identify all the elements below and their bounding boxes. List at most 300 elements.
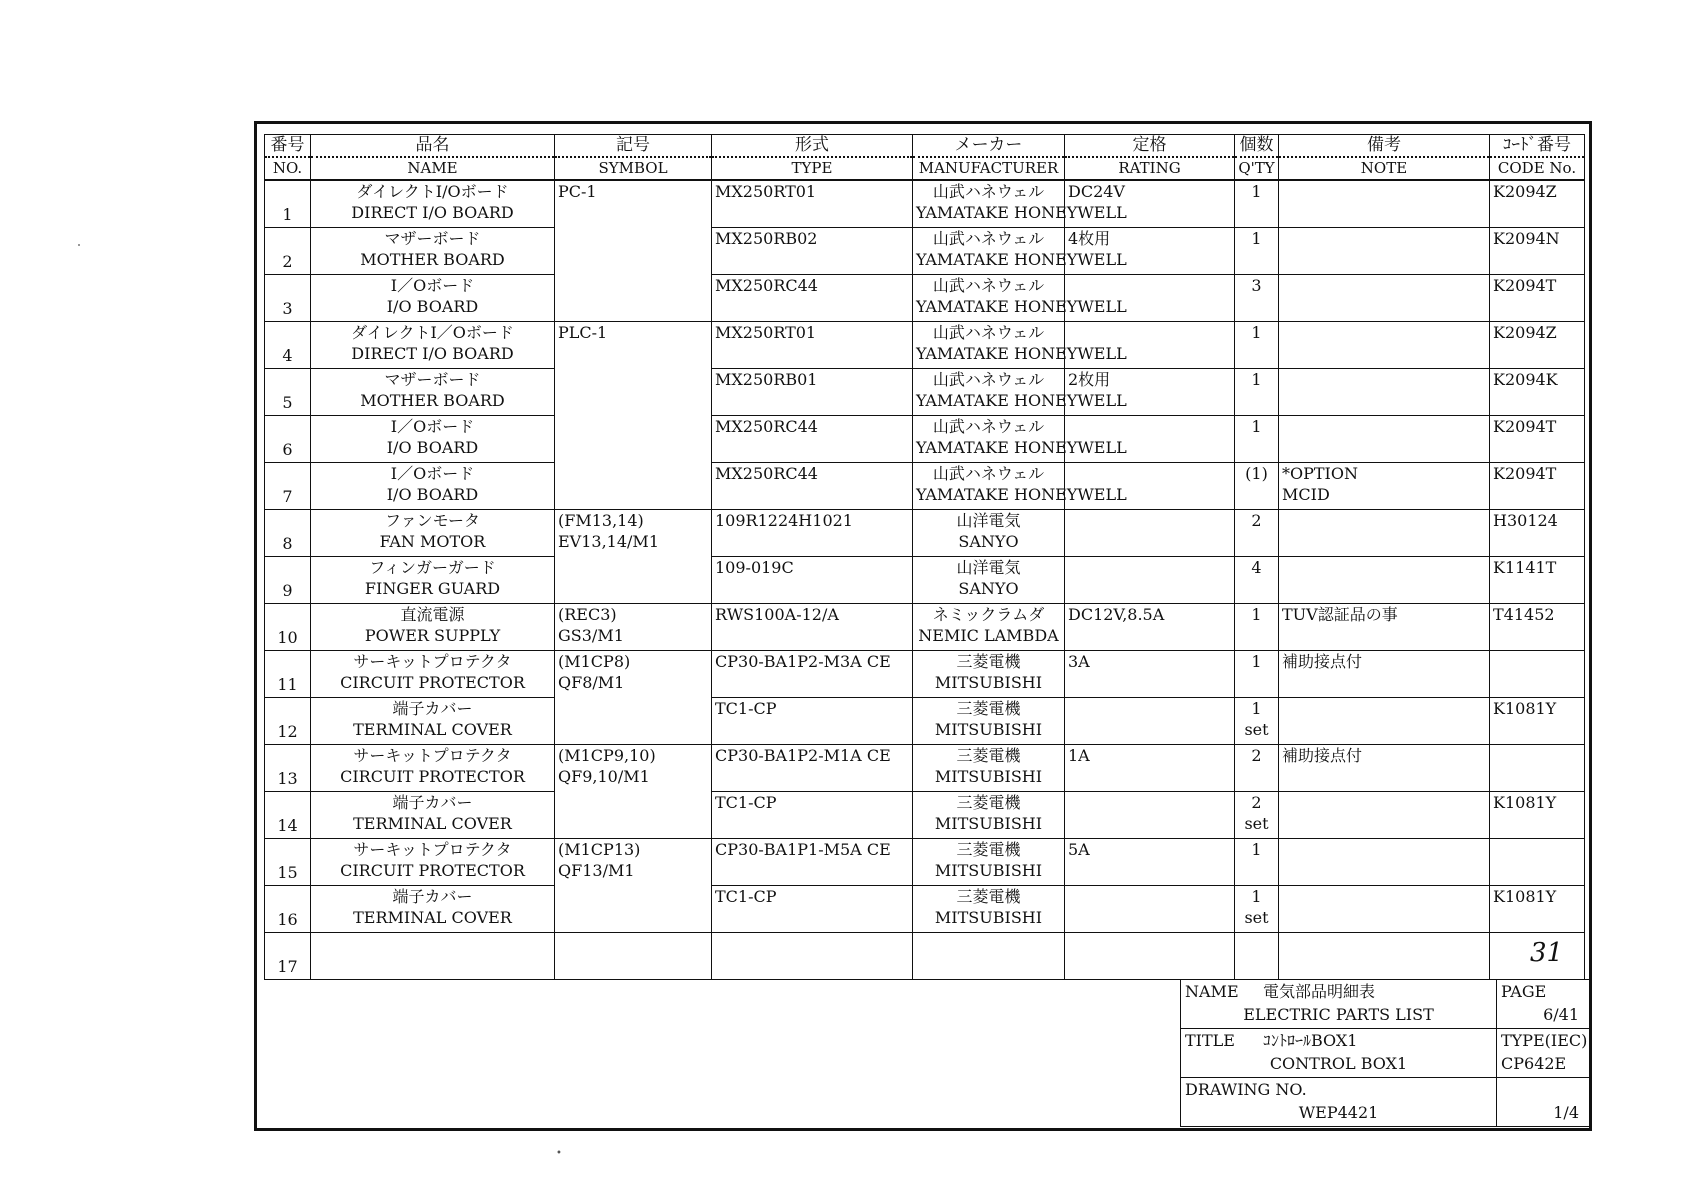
row-number-text: 5 — [282, 393, 293, 412]
part-name — [311, 651, 555, 698]
part-symbol — [555, 651, 712, 698]
part-name-text: サーキットプロテクタ — [353, 652, 512, 671]
part-rating-text: DC12V,8.5A — [1068, 605, 1165, 624]
part-qty-text: 2 — [1251, 793, 1262, 812]
part-symbol-text: QF13/M1 — [558, 861, 635, 880]
scan-speck — [78, 244, 80, 246]
part-manufacturer-text: 山洋電気 — [956, 511, 1021, 530]
header-code: ｺｰﾄﾞ番号 CODE No. — [1490, 135, 1585, 181]
part-manufacturer-text: MITSUBISHI — [934, 673, 1043, 692]
drawing-cell — [1181, 1078, 1497, 1127]
table-row — [265, 886, 1585, 933]
part-qty-text: 1 — [1251, 229, 1262, 248]
part-code-text: K2094Z — [1493, 182, 1557, 201]
part-qty-text: 4 — [1251, 558, 1262, 577]
row-number — [265, 651, 311, 698]
part-name — [311, 557, 555, 604]
part-type-text: RWS100A-12/A — [715, 605, 839, 624]
doc-name-en: ELECTRIC PARTS LIST — [1243, 1005, 1434, 1024]
part-manufacturer-text: 山洋電気 — [956, 558, 1021, 577]
part-qty-text: set — [1244, 814, 1269, 833]
part-manufacturer-text: YAMATAKE HONEYWELL — [916, 344, 1127, 363]
part-name-text: FINGER GUARD — [364, 579, 501, 598]
row-number-text: 8 — [282, 534, 293, 553]
row-number — [265, 510, 311, 557]
table-row — [265, 180, 1585, 228]
part-type — [712, 886, 913, 933]
part-rating-text: 4枚用 — [1068, 229, 1111, 248]
part-name-text: I／Oボード — [390, 464, 475, 483]
part-manufacturer-text: 山武ハネウェル — [932, 464, 1045, 483]
part-rating — [1065, 557, 1235, 604]
part-manufacturer — [913, 322, 1127, 369]
header-symbol: 記号 SYMBOL — [555, 135, 712, 181]
part-manufacturer — [913, 463, 1127, 510]
part-symbol-text: PC-1 — [558, 182, 597, 201]
part-type — [712, 651, 913, 698]
page-label: PAGE — [1501, 982, 1547, 1001]
part-name-text: I/O BOARD — [386, 297, 479, 316]
row-number — [265, 933, 311, 980]
part-rating-text: 3A — [1068, 652, 1090, 671]
part-symbol — [555, 933, 712, 980]
row-number-text: 6 — [282, 440, 293, 459]
title-cell — [1181, 1029, 1497, 1078]
header-rating: 定格 RATING — [1065, 135, 1235, 181]
part-type — [712, 792, 913, 839]
part-note — [1279, 322, 1490, 369]
part-qty — [1235, 416, 1279, 463]
part-rating-text: 2枚用 — [1068, 370, 1111, 389]
part-name-text: DIRECT I/O BOARD — [351, 203, 514, 222]
part-name-text: POWER SUPPLY — [364, 626, 501, 645]
part-manufacturer — [913, 416, 1127, 463]
part-symbol — [555, 510, 712, 557]
part-code-text: K2094Z — [1493, 323, 1557, 342]
part-qty — [1235, 651, 1279, 698]
row-number — [265, 745, 311, 792]
part-qty-text: 2 — [1251, 746, 1262, 765]
part-symbol-text: QF8/M1 — [558, 673, 625, 692]
part-code-text: K2094K — [1493, 370, 1558, 389]
part-qty — [1235, 557, 1279, 604]
table-row — [265, 416, 1585, 463]
part-manufacturer-text: MITSUBISHI — [934, 720, 1043, 739]
part-code — [1490, 180, 1585, 228]
part-manufacturer-text: NEMIC LAMBDA — [918, 626, 1059, 645]
part-code — [1490, 369, 1585, 416]
part-rating — [1065, 886, 1235, 933]
part-rating-text: 5A — [1068, 840, 1090, 859]
part-name-text: I／Oボード — [390, 417, 475, 436]
part-note — [1279, 698, 1490, 745]
part-note — [1279, 839, 1490, 886]
part-name — [311, 180, 555, 228]
part-type — [712, 557, 913, 604]
part-qty — [1235, 275, 1279, 322]
part-rating — [1065, 792, 1235, 839]
part-name-text: FAN MOTOR — [379, 532, 486, 551]
part-note-text: MCID — [1282, 485, 1330, 504]
part-type-text: MX250RT01 — [715, 323, 817, 342]
part-note — [1279, 557, 1490, 604]
part-manufacturer-text: 山武ハネウェル — [932, 323, 1045, 342]
part-type-text: MX250RC44 — [715, 417, 818, 436]
part-name — [311, 698, 555, 745]
row-number — [265, 886, 311, 933]
part-rating-text: DC24V — [1068, 182, 1125, 201]
part-manufacturer-text: YAMATAKE HONEYWELL — [916, 485, 1127, 504]
part-name — [311, 933, 555, 980]
part-symbol — [555, 792, 712, 839]
part-name-text: 端子カバー — [392, 887, 473, 906]
row-number-text: 16 — [277, 910, 298, 929]
header-note: 備考 NOTE — [1279, 135, 1490, 181]
part-code — [1490, 228, 1585, 275]
row-number-text: 15 — [277, 863, 298, 882]
table-row — [265, 839, 1585, 886]
scan-smudge: • — [556, 1148, 562, 1159]
part-manufacturer — [913, 745, 1065, 792]
part-qty-text: 1 — [1251, 605, 1262, 624]
row-number — [265, 369, 311, 416]
part-name — [311, 463, 555, 510]
part-qty-text: 1 — [1251, 323, 1262, 342]
part-name-text: CIRCUIT PROTECTOR — [340, 861, 525, 880]
part-type — [712, 463, 913, 510]
part-name — [311, 604, 555, 651]
part-name-text: CIRCUIT PROTECTOR — [340, 767, 525, 786]
part-qty — [1235, 839, 1279, 886]
part-code-text: K1081Y — [1493, 699, 1557, 718]
part-name-text: サーキットプロテクタ — [353, 746, 512, 765]
header-type: 形式 TYPE — [712, 135, 913, 181]
part-code-text: K2094T — [1493, 417, 1557, 436]
part-note — [1279, 604, 1490, 651]
row-number-text: 10 — [277, 628, 298, 647]
part-qty — [1235, 792, 1279, 839]
table-row — [265, 557, 1585, 604]
part-manufacturer-text: 三菱電機 — [956, 746, 1021, 765]
part-name-text: MOTHER BOARD — [360, 250, 505, 269]
part-name-text: TERMINAL COVER — [353, 814, 512, 833]
part-name-text: DIRECT I/O BOARD — [351, 344, 514, 363]
part-type — [712, 322, 913, 369]
name-label: NAME — [1185, 982, 1239, 1001]
part-manufacturer-text: MITSUBISHI — [934, 814, 1043, 833]
part-manufacturer-text: ネミックラムダ — [932, 605, 1045, 624]
part-qty-text: (1) — [1245, 464, 1268, 483]
part-type-text: 109R1224H1021 — [715, 511, 853, 530]
part-symbol-text: (REC3) — [558, 605, 617, 624]
part-symbol-text: EV13,14/M1 — [558, 532, 659, 551]
part-name-text: MOTHER BOARD — [360, 391, 505, 410]
part-note — [1279, 745, 1490, 792]
part-manufacturer — [913, 886, 1065, 933]
part-qty-text: 3 — [1251, 276, 1262, 295]
part-name-text: 直流電源 — [400, 605, 465, 624]
part-name-text: ダイレクトI/Oボード — [356, 182, 509, 201]
row-number-text: 14 — [277, 816, 298, 835]
part-note — [1279, 463, 1490, 510]
part-rating — [1065, 651, 1235, 698]
part-note — [1279, 416, 1490, 463]
part-qty — [1235, 180, 1279, 228]
part-rating — [1065, 604, 1235, 651]
part-manufacturer-text: YAMATAKE HONEYWELL — [916, 203, 1127, 222]
header-no: 番号 NO. — [265, 135, 311, 181]
part-name-text: ダイレクトI／Oボード — [351, 323, 514, 342]
drawing-label: DRAWING NO. — [1185, 1080, 1307, 1099]
part-qty — [1235, 322, 1279, 369]
part-qty-text: 1 — [1251, 699, 1262, 718]
part-code — [1490, 839, 1585, 886]
part-manufacturer — [913, 933, 1065, 980]
part-qty-text: 1 — [1251, 417, 1262, 436]
part-note — [1279, 275, 1490, 322]
part-code — [1490, 416, 1585, 463]
row-number-text: 4 — [282, 346, 293, 365]
part-note — [1279, 886, 1490, 933]
part-type — [712, 275, 913, 322]
part-symbol-text: PLC-1 — [558, 323, 608, 342]
part-manufacturer-text: YAMATAKE HONEYWELL — [916, 250, 1127, 269]
part-note — [1279, 228, 1490, 275]
row-number — [265, 792, 311, 839]
title-block — [1180, 979, 1592, 1127]
part-code — [1490, 745, 1585, 792]
part-symbol — [555, 745, 712, 792]
table-row — [265, 369, 1585, 416]
part-note-text: 補助接点付 — [1282, 746, 1363, 765]
part-code — [1490, 651, 1585, 698]
part-code-text: T41452 — [1493, 605, 1555, 624]
part-rating — [1065, 839, 1235, 886]
part-manufacturer-text: 三菱電機 — [956, 840, 1021, 859]
row-number — [265, 416, 311, 463]
table-row — [265, 745, 1585, 792]
part-type-text: TC1-CP — [715, 793, 777, 812]
type-value: CP642E — [1501, 1054, 1567, 1073]
part-rating — [1065, 510, 1235, 557]
part-name — [311, 745, 555, 792]
part-type-text: MX250RB02 — [715, 229, 818, 248]
row-number-text: 11 — [277, 675, 298, 694]
row-number-text: 1 — [282, 205, 293, 224]
part-name-text: ファンモータ — [384, 511, 481, 530]
part-symbol — [555, 604, 712, 651]
part-rating — [1065, 933, 1235, 980]
part-qty-text: set — [1244, 908, 1269, 927]
row-number-text: 9 — [282, 581, 293, 600]
sheet-cell — [1497, 1078, 1592, 1127]
part-manufacturer — [913, 698, 1065, 745]
doc-name-jp: 電気部品明細表 — [1263, 982, 1376, 1001]
part-symbol — [555, 698, 712, 745]
row-number — [265, 557, 311, 604]
header-qty: 個数 Q'TY — [1235, 135, 1279, 181]
part-qty — [1235, 745, 1279, 792]
row-number-text: 13 — [277, 769, 298, 788]
part-name-text: マザーボード — [384, 229, 481, 248]
part-symbol — [555, 275, 712, 322]
table-row — [265, 228, 1585, 275]
part-manufacturer — [913, 557, 1065, 604]
part-qty — [1235, 933, 1279, 980]
part-note-text: TUV認証品の事 — [1282, 605, 1398, 624]
part-name-text: I/O BOARD — [386, 485, 479, 504]
row-number — [265, 604, 311, 651]
part-name-text: 端子カバー — [392, 793, 473, 812]
part-manufacturer-text: 山武ハネウェル — [932, 417, 1045, 436]
part-symbol — [555, 557, 712, 604]
part-code — [1490, 792, 1585, 839]
type-cell — [1497, 1029, 1592, 1078]
table-row — [265, 275, 1585, 322]
name-cell — [1181, 980, 1497, 1029]
part-symbol — [555, 416, 712, 463]
page-cell — [1497, 980, 1592, 1029]
part-code — [1490, 510, 1585, 557]
table-row — [265, 933, 1585, 980]
part-note — [1279, 651, 1490, 698]
part-code — [1490, 604, 1585, 651]
part-note — [1279, 792, 1490, 839]
part-qty-text: 1 — [1251, 840, 1262, 859]
part-qty — [1235, 369, 1279, 416]
row-number-text: 12 — [277, 722, 298, 741]
part-name-text: マザーボード — [384, 370, 481, 389]
part-manufacturer-text: MITSUBISHI — [934, 908, 1043, 927]
part-code — [1490, 698, 1585, 745]
table-row — [265, 322, 1585, 369]
part-name — [311, 369, 555, 416]
part-symbol-text: (M1CP13) — [558, 840, 641, 859]
part-symbol-text: QF9,10/M1 — [558, 767, 650, 786]
part-name-text: サーキットプロテクタ — [353, 840, 512, 859]
doc-title-jp: ｺﾝﾄﾛｰﾙBOX1 — [1263, 1031, 1358, 1050]
part-manufacturer — [913, 275, 1127, 322]
part-manufacturer-text: YAMATAKE HONEYWELL — [916, 297, 1127, 316]
part-code-text: K2094T — [1493, 464, 1557, 483]
part-symbol — [555, 180, 712, 228]
part-manufacturer-text: YAMATAKE HONEYWELL — [916, 438, 1127, 457]
part-code-text: K1081Y — [1493, 887, 1557, 906]
part-type-text: MX250RC44 — [715, 276, 818, 295]
part-qty-text: 1 — [1251, 182, 1262, 201]
part-symbol-text: (M1CP8) — [558, 652, 631, 671]
part-code — [1490, 463, 1585, 510]
header-manufacturer: メーカー MANUFACTURER — [913, 135, 1065, 181]
part-manufacturer-text: SANYO — [958, 579, 1019, 598]
part-manufacturer — [913, 839, 1065, 886]
part-manufacturer-text: 三菱電機 — [956, 699, 1021, 718]
row-number — [265, 839, 311, 886]
part-name — [311, 792, 555, 839]
part-qty — [1235, 463, 1279, 510]
parts-table — [264, 134, 1585, 980]
table-row — [265, 698, 1585, 745]
page-number: 6/41 — [1543, 1005, 1579, 1024]
part-note — [1279, 369, 1490, 416]
part-note-text: 補助接点付 — [1282, 652, 1363, 671]
part-manufacturer-text: 山武ハネウェル — [932, 182, 1045, 201]
part-symbol-text: (FM13,14) — [558, 511, 644, 530]
part-qty — [1235, 886, 1279, 933]
part-manufacturer-text: MITSUBISHI — [934, 861, 1043, 880]
doc-title-en: CONTROL BOX1 — [1269, 1054, 1408, 1073]
part-name — [311, 886, 555, 933]
row-number — [265, 275, 311, 322]
part-manufacturer-text: 山武ハネウェル — [932, 276, 1045, 295]
part-symbol-text: (M1CP9,10) — [558, 746, 656, 765]
part-code-text: K1081Y — [1493, 793, 1557, 812]
row-number-text: 3 — [282, 299, 293, 318]
part-name-text: TERMINAL COVER — [353, 720, 512, 739]
part-manufacturer — [913, 651, 1065, 698]
part-manufacturer-text: MITSUBISHI — [934, 767, 1043, 786]
part-manufacturer-text: 三菱電機 — [956, 652, 1021, 671]
part-code — [1490, 886, 1585, 933]
part-type — [712, 698, 913, 745]
part-name — [311, 275, 555, 322]
part-manufacturer-text: 山武ハネウェル — [932, 370, 1045, 389]
part-manufacturer-text: SANYO — [958, 532, 1019, 551]
part-rating — [1065, 745, 1235, 792]
part-name — [311, 416, 555, 463]
row-number — [265, 180, 311, 228]
part-qty-text: 1 — [1251, 370, 1262, 389]
part-qty — [1235, 604, 1279, 651]
part-manufacturer — [913, 604, 1065, 651]
type-label: TYPE(IEC) — [1501, 1031, 1588, 1050]
part-manufacturer — [913, 510, 1065, 557]
part-type-text: CP30-BA1P1-M5A CE — [715, 840, 891, 859]
sheet-number: 1/4 — [1553, 1103, 1579, 1122]
part-type-text: MX250RC44 — [715, 464, 818, 483]
part-note — [1279, 180, 1490, 228]
part-name-text: I／Oボード — [390, 276, 475, 295]
part-name — [311, 510, 555, 557]
part-type — [712, 416, 913, 463]
part-qty-text: 1 — [1251, 887, 1262, 906]
part-type — [712, 510, 913, 557]
part-code-text: H30124 — [1493, 511, 1558, 530]
part-symbol — [555, 369, 712, 416]
part-manufacturer-text: 三菱電機 — [956, 887, 1021, 906]
table-row — [265, 792, 1585, 839]
header-name: 品名 NAME — [311, 135, 555, 181]
row-number — [265, 228, 311, 275]
part-code-text: K2094N — [1493, 229, 1560, 248]
part-qty — [1235, 698, 1279, 745]
part-qty-text: set — [1244, 720, 1269, 739]
part-manufacturer — [913, 792, 1065, 839]
part-type — [712, 180, 913, 228]
part-type — [712, 604, 913, 651]
part-type-text: MX250RB01 — [715, 370, 818, 389]
part-symbol — [555, 839, 712, 886]
part-name-text: I/O BOARD — [386, 438, 479, 457]
part-note — [1279, 933, 1490, 980]
part-type — [712, 228, 913, 275]
part-qty — [1235, 228, 1279, 275]
part-symbol — [555, 463, 712, 510]
table-row — [265, 604, 1585, 651]
part-type — [712, 369, 913, 416]
part-manufacturer-text: YAMATAKE HONEYWELL — [916, 391, 1127, 410]
part-code — [1490, 322, 1585, 369]
